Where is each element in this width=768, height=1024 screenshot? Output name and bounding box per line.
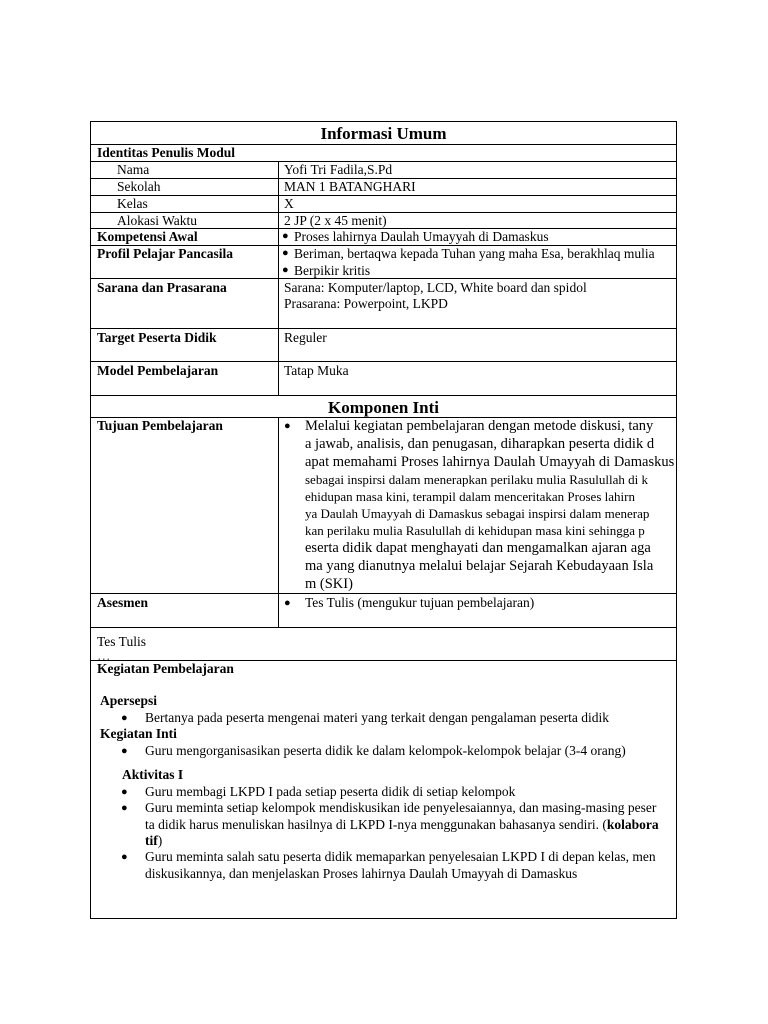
bullet-icon: ● (284, 597, 291, 609)
tujuan-label: Tujuan Pembelajaran (97, 418, 223, 433)
bullet-icon: ● (121, 712, 128, 724)
nama-row (91, 161, 676, 178)
asesmen-label: Asesmen (97, 595, 148, 610)
apersepsi-item: Bertanya pada peserta mengenai materi yang terkait dengan pengalaman peserta didik (145, 710, 610, 725)
sarana-line-2: Prasarana: Powerpoint, LKPD (284, 296, 448, 311)
target-label: Target Peserta Didik (97, 330, 217, 345)
bullet-icon: ● (121, 786, 128, 798)
bullet-icon: ● (282, 247, 289, 259)
tujuan-line: ya Daulah Umayyah di Damaskus sebagai inspirsi dalam menerap (305, 506, 650, 521)
bullet-icon: ● (121, 851, 128, 863)
sarana-row (91, 278, 676, 328)
bullet-icon: ● (121, 745, 128, 757)
profil-label: Profil Pelajar Pancasila (97, 246, 233, 261)
bullet-icon: ● (282, 264, 289, 276)
nama-value: Yofi Tri Fadila,S.Pd (284, 162, 393, 177)
aktivitas-item-2-line-1: Guru meminta setiap kelompok mendiskusikan ide penyelesaiannya, dan masing-masing peser (145, 800, 657, 815)
kompetensi-item: Proses lahirnya Daulah Umayyah di Damaskus (294, 229, 549, 244)
profil-row (91, 245, 676, 279)
komponen-inti-row (91, 395, 676, 417)
tujuan-line: eserta didik dapat menghayati dan mengamalkan ajaran aga (305, 540, 651, 556)
alokasi-value: 2 JP (2 x 45 menit) (284, 213, 387, 228)
kolaboratif-bold: kolabora (606, 817, 659, 832)
bullet-icon: ● (282, 230, 289, 242)
target-value: Reguler (284, 330, 327, 345)
tujuan-line: a jawab, analisis, dan penugasan, diharapkan peserta didik d (305, 436, 655, 452)
model-label: Model Pembelajaran (97, 363, 219, 378)
aktivitas-item-3-line-1: Guru meminta salah satu peserta didik memaparkan penyelesaian LKPD I di depan kelas, men (145, 849, 656, 864)
tujuan-line: m (SKI) (305, 576, 353, 592)
tujuan-line: ma yang dianutnya melalui belajar Sejarah Kebudayaan Isla (305, 558, 654, 574)
aktivitas-item-3-line-2: diskusikannya, dan menjelaskan Proses lahirnya Daulah Umayyah di Damaskus (145, 866, 578, 881)
profil-item-2: Berpikir kritis (294, 263, 371, 278)
identitas-header: Identitas Penulis Modul (97, 145, 236, 160)
nama-label: Nama (117, 162, 150, 177)
kegiatan-section (91, 660, 676, 918)
asesmen-item: Tes Tulis (mengukur tujuan pembelajaran) (305, 595, 535, 610)
bullet-icon: ● (284, 420, 291, 432)
kelas-value: X (284, 196, 294, 211)
sekolah-label: Sekolah (117, 179, 161, 194)
kegiatan-title: Kegiatan Pembelajaran (97, 661, 234, 676)
sarana-line-1: Sarana: Komputer/laptop, LCD, White board dan spidol (284, 280, 587, 295)
column-divider (278, 161, 279, 395)
sekolah-value: MAN 1 BATANGHARI (284, 179, 416, 194)
tujuan-line: ehidupan masa kini, terampil dalam menceritakan Proses lahirn (305, 489, 635, 504)
kompetensi-label: Kompetensi Awal (97, 229, 198, 244)
tujuan-row (91, 417, 676, 593)
modul-document (90, 121, 677, 919)
asesmen-row (91, 593, 676, 627)
tujuan-line: apat memahami Proses lahirnya Daulah Umayyah di Damaskus (305, 454, 675, 470)
aktivitas-item-2-text: ta didik harus menuliskan hasilnya di LKPD I-nya menggunakan bahasanya sendiri. ( (145, 817, 607, 832)
kompetensi-row (91, 228, 676, 245)
alokasi-label: Alokasi Waktu (117, 213, 198, 228)
close-paren: ) (157, 833, 163, 848)
target-row (91, 328, 676, 362)
tujuan-line: kan perilaku mulia Rasulullah di kehidupan masa kini sehingga p (305, 523, 645, 538)
ellipsis-text: … (97, 648, 111, 663)
sekolah-row (91, 178, 676, 195)
tujuan-line: sebagai inspirsi dalam menerapkan perilaku mulia Rasulullah di k (305, 472, 648, 487)
tes-tulis-text: Tes Tulis (97, 634, 146, 649)
aktivitas-title: Aktivitas I (122, 767, 184, 782)
aktivitas-item-2-line-2 (145, 817, 659, 833)
profil-item-1: Beriman, bertaqwa kepada Tuhan yang maha Esa, berakhlaq mulia (294, 246, 655, 261)
column-divider (278, 417, 279, 627)
kelas-label: Kelas (117, 196, 148, 211)
kolaboratif-bold-end: tif (145, 833, 158, 848)
bullet-icon: ● (121, 802, 128, 814)
model-value: Tatap Muka (284, 363, 349, 378)
identitas-row (91, 144, 676, 161)
aktivitas-item-2-line-3 (145, 833, 162, 849)
informasi-umum-title: Informasi Umum (320, 124, 447, 143)
kegiatan-inti-item: Guru mengorganisasikan peserta didik ke dalam kelompok-kelompok belajar (3-4 orang) (145, 743, 626, 758)
aktivitas-item-1: Guru membagi LKPD I pada setiap peserta didik di setiap kelompok (145, 784, 516, 799)
model-row (91, 361, 676, 395)
kelas-row (91, 195, 676, 212)
apersepsi-title: Apersepsi (100, 693, 157, 708)
alokasi-row (91, 212, 676, 229)
komponen-inti-title: Komponen Inti (328, 398, 439, 417)
tujuan-line: Melalui kegiatan pembelajaran dengan metode diskusi, tany (305, 418, 654, 434)
sarana-label: Sarana dan Prasarana (97, 280, 227, 295)
tes-tulis-row (91, 627, 676, 663)
kegiatan-inti-title: Kegiatan Inti (100, 726, 177, 741)
